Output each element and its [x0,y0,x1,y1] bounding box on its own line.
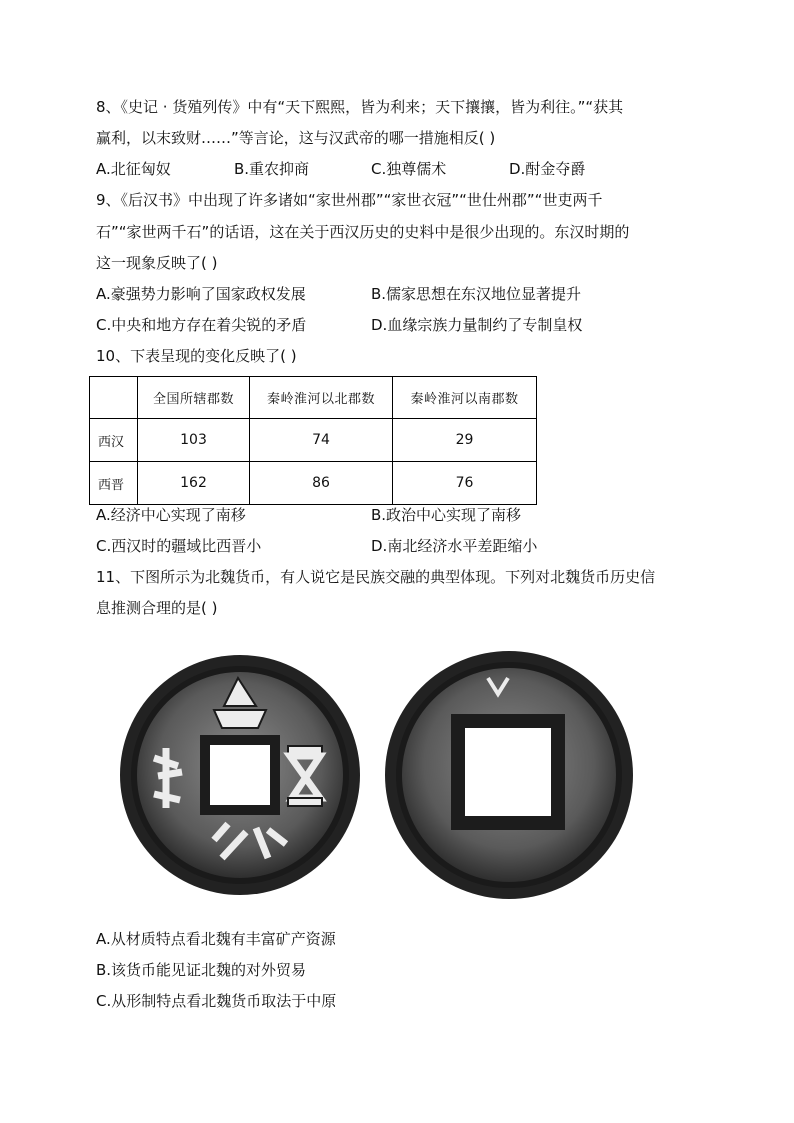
q10-data-table [89,376,537,505]
table-row [90,419,537,462]
q10-option-b: B.政治中心实现了南移 [371,506,522,524]
q8-stem-line1: 8、《史记 · 货殖列传》中有“天下熙熙，皆为利来；天下攘攘，皆为利往。”“获其 [96,98,624,116]
q10-stem: 10、下表呈现的变化反映了( ) [96,347,297,365]
q8-option-d: D.酎金夺爵 [509,160,586,178]
q9-option-b: B.儒家思想在东汉地位显著提升 [371,285,582,303]
table-header-row [90,377,537,419]
table-header-cell: 秦岭淮河以南郡数 [393,377,537,419]
coin-obverse [120,655,360,895]
q11-stem-line2: 息推测合理的是( ) [96,599,218,617]
q9-stem-line3: 这一现象反映了( ) [96,254,218,272]
table-cell: 103 [138,419,250,462]
table-header-cell: 秦岭淮河以北郡数 [250,377,393,419]
table-header-cell: 全国所辖郡数 [138,377,250,419]
q10-option-c: C.西汉时的疆域比西晋小 [96,537,262,555]
q10-option-d: D.南北经济水平差距缩小 [371,537,538,555]
q8-option-a: A.北征匈奴 [96,160,171,178]
table-header-cell [90,377,138,419]
coin-reverse [385,651,633,899]
q9-stem-line1: 9、《后汉书》中出现了许多诸如“家世州郡”“家世衣冠”“世仕州郡”“世吏两千 [96,191,603,209]
q9-option-a: A.豪强势力影响了国家政权发展 [96,285,306,303]
table-row [90,462,537,505]
q11-stem-line1: 11、下图所示为北魏货币，有人说它是民族交融的典型体现。下列对北魏货币历史信 [96,568,656,586]
q8-stem-line2: 赢利，以末致财……”等言论，这与汉武帝的哪一措施相反( ) [96,129,496,147]
q9-stem-line2: 石”“家世两千石”的话语，这在关于西汉历史的史料中是很少出现的。东汉时期的 [96,223,630,241]
q9-option-c: C.中央和地方存在着尖锐的矛盾 [96,316,307,334]
northern-wei-coins-image [118,648,638,902]
q11-option-c: C.从形制特点看北魏货币取法于中原 [96,992,337,1010]
table-cell: 86 [250,462,393,505]
table-cell: 29 [393,419,537,462]
q9-option-d: D.血缘宗族力量制约了专制皇权 [371,316,583,334]
q11-option-a: A.从材质特点看北魏有丰富矿产资源 [96,930,336,948]
table-row-label: 西晋 [90,462,138,505]
q10-option-a: A.经济中心实现了南移 [96,506,246,524]
table-cell: 76 [393,462,537,505]
table-cell: 162 [138,462,250,505]
table-row-label: 西汉 [90,419,138,462]
q11-option-b: B.该货币能见证北魏的对外贸易 [96,961,307,979]
q8-option-b: B.重农抑商 [234,160,310,178]
q8-option-c: C.独尊儒术 [371,160,447,178]
table-cell: 74 [250,419,393,462]
